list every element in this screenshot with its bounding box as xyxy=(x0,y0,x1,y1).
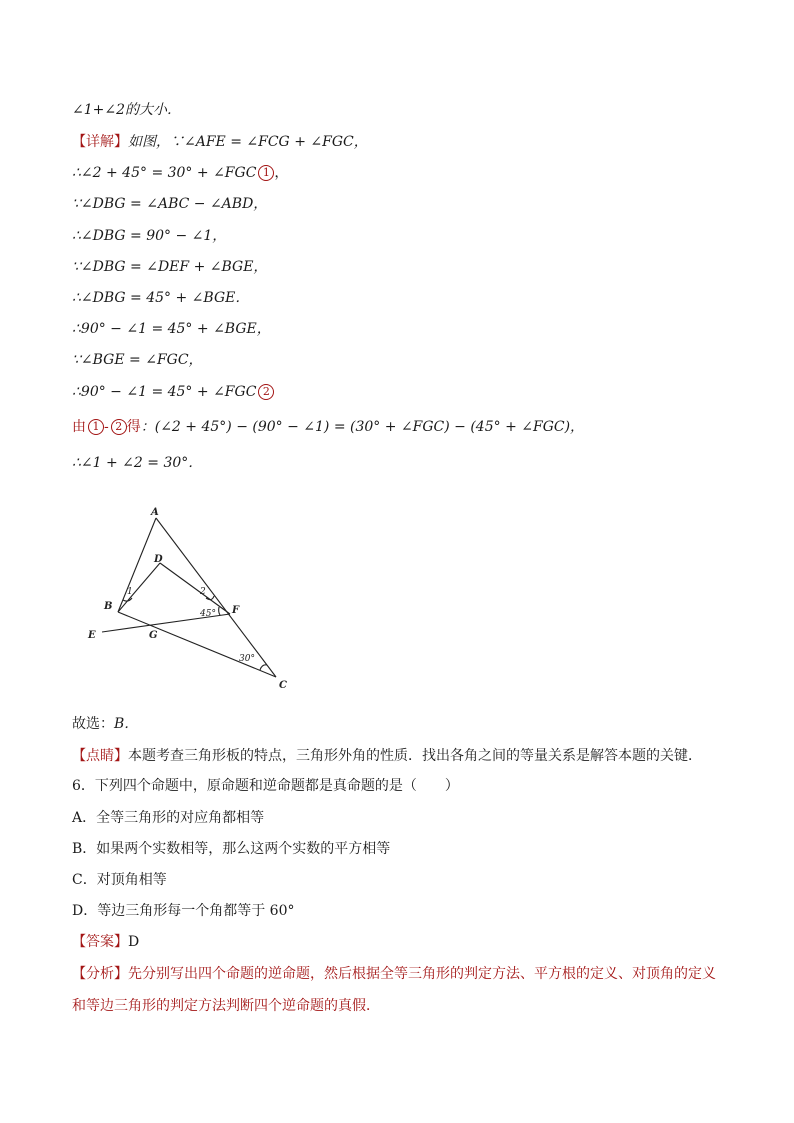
text-line-3: ∴∠2 + 45° = 30° + ∠FGC 1 ， xyxy=(72,165,289,181)
segment-DF xyxy=(160,563,230,614)
label-F: F xyxy=(232,605,240,616)
segment-BC xyxy=(118,612,276,677)
analysis-line-1: 【分析】先分别写出四个命题的逆命题，然后根据全等三角形的判定方法、平方根的定义、对顶角的定义 xyxy=(72,966,716,982)
text-line-4: ∵∠DBG = ∠ABC − ∠ABD， xyxy=(72,196,268,212)
analysis-tag: 【分析】 xyxy=(72,966,128,982)
option-b: B．如果两个实数相等，那么这两个实数的平方相等 xyxy=(72,841,391,857)
label-angle-45: 45° xyxy=(200,609,216,619)
pointer-line: 【点睛】本题考查三角形板的特点，三角形外角的性质．找出各角之间的等量关系是解答本题的关键． xyxy=(72,748,702,764)
option-d: D．等边三角形每一个角都等于 60° xyxy=(72,903,295,919)
analysis-line-2: 和等边三角形的判定方法判断四个逆命题的真假． xyxy=(72,998,380,1014)
text-line-9: ∵∠BGE = ∠FGC， xyxy=(72,352,203,368)
angle-arc-30 xyxy=(260,665,267,670)
circled-number-1: 1 xyxy=(258,165,274,181)
label-C: C xyxy=(279,680,287,691)
pointer-tag: 【点睛】 xyxy=(72,748,128,764)
detail-tag: 【详解】 xyxy=(72,134,128,150)
text-line-6: ∵∠DBG = ∠DEF + ∠BGE， xyxy=(72,259,268,275)
text-line-1: ∠1+∠2的大小． xyxy=(72,102,182,118)
text-line-8: ∴90° − ∠1 = 45° + ∠BGE， xyxy=(72,321,271,337)
choice-line: 故选：B． xyxy=(72,716,139,732)
geometry-figure xyxy=(80,500,300,700)
label-A: A xyxy=(151,507,159,518)
text-line-5: ∴∠DBG = 90° − ∠1， xyxy=(72,228,227,244)
segment-AB xyxy=(118,518,156,612)
label-angle-1: 1 xyxy=(127,587,133,597)
label-angle-30: 30° xyxy=(239,654,255,664)
answer-tag: 【答案】 xyxy=(72,934,128,950)
text-line-10: ∴90° − ∠1 = 45° + ∠FGC 2 xyxy=(72,382,274,402)
text-line-11: 由 1 - 2 得：(∠2 + 45°) − (90° − ∠1) = (30° + ∠FGC) − (45° + ∠FGC)， xyxy=(72,419,585,435)
option-a: A．全等三角形的对应角都相等 xyxy=(72,810,265,826)
answer-line: 【答案】D xyxy=(72,934,140,950)
segment-AC xyxy=(156,518,276,677)
option-c: C．对顶角相等 xyxy=(72,872,167,888)
segment-BD xyxy=(118,563,160,612)
text-line-7: ∴∠DBG = 45° + ∠BGE． xyxy=(72,290,250,306)
text-line-12: ∴∠1 + ∠2 = 30°． xyxy=(72,455,203,471)
question-6: 6．下列四个命题中，原命题和逆命题都是真命题的是（ ） xyxy=(72,778,459,794)
label-angle-2: 2 xyxy=(200,587,206,597)
label-D: D xyxy=(154,554,163,565)
circled-number-2: 2 xyxy=(258,384,274,400)
label-E: E xyxy=(88,630,96,641)
label-G: G xyxy=(149,630,158,641)
angle-arc-1 xyxy=(123,598,132,601)
angle-arc-45 xyxy=(219,607,220,615)
label-B: B xyxy=(104,601,113,612)
text-line-2: 【详解】如图，∵∠AFE = ∠FCG + ∠FGC， xyxy=(72,134,368,150)
